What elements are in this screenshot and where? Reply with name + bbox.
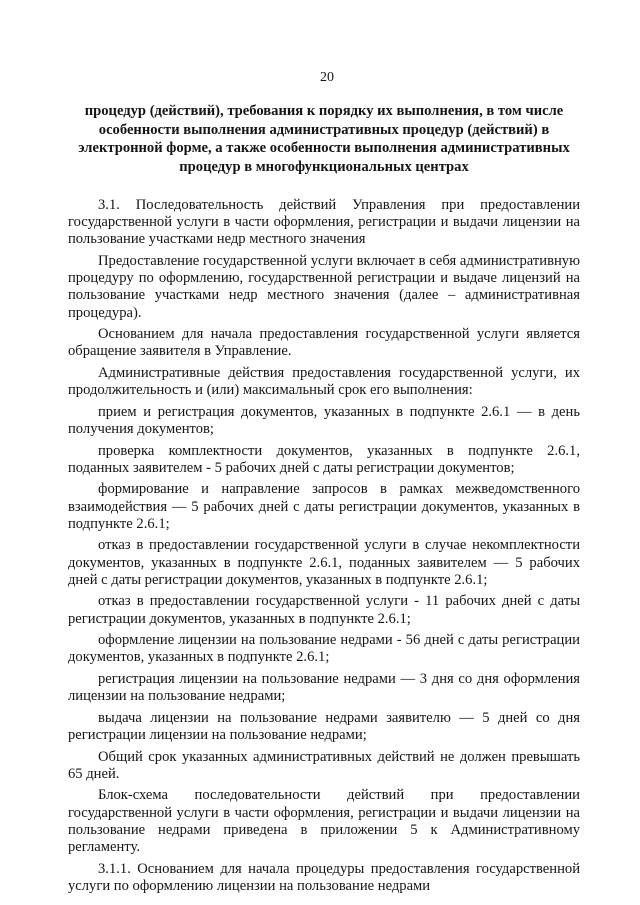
- paragraph: формирование и направление запросов в рамках межведомственного взаимодействия — 5 рабочих дней с даты регистрации документов, указанных в подпункте 2.6.1;: [68, 481, 580, 532]
- heading-line: особенности выполнения административных процедур (действий) в: [98, 121, 550, 138]
- paragraph: отказ в предоставлении государственной услуги в случае некомплектности документов, указанных в подпункте 2.6.1, поданных заявителем — 5 рабочих дней с даты регистрации документов, указанных в подпункте 2.6.1;: [68, 537, 580, 588]
- paragraph: проверка комплектности документов, указанных в подпункте 2.6.1, поданных заявителем - 5 рабочих дней с даты регистрации документов;: [68, 442, 580, 476]
- heading-line: процедур (действий), требования к порядку их выполнения, в том числе: [84, 103, 564, 119]
- paragraph: выдача лицензии на пользование недрами заявителю — 5 дней со дня регистрации лицензии на пользование недрами;: [68, 709, 580, 743]
- paragraph: Административные действия предоставления государственной услуги, их продолжительность и (или) максимальный срок его выполнения:: [68, 365, 580, 399]
- heading-line: процедур в многофункциональных центрах: [179, 158, 469, 175]
- section-heading: [68, 102, 580, 176]
- paragraph: Блок-схема последовательности действий при предоставлении государственной услуги в части оформления, регистрации и выдачи лицензии на пользование недрами приведена в приложении 5 к Административному регламенту.: [68, 787, 580, 855]
- heading-line: электронной форме, а также особенности выполнения административных: [78, 140, 570, 156]
- paragraph: 3.1. Последовательность действий Управления при предоставлении государственной услуги в части оформления, регистрации и выдачи лицензии на пользование участками недр местного значения: [68, 197, 580, 248]
- paragraph: Общий срок указанных административных действий не должен превышать 65 дней.: [68, 748, 580, 782]
- document-body: [68, 197, 580, 895]
- paragraph: 3.1.1. Основанием для начала процедуры предоставления государственной услуги по оформлению лицензии на пользование недрами: [68, 860, 580, 894]
- paragraph: регистрация лицензии на пользование недрами — 3 дня со дня оформления лицензии на пользование недрами;: [68, 670, 580, 705]
- paragraph: оформление лицензии на пользование недрами - 56 дней с даты регистрации документов, указанных в подпункте 2.6.1;: [68, 632, 580, 666]
- paragraph: Основанием для начала предоставления государственной услуги является обращение заявителя в Управление.: [68, 326, 580, 360]
- paragraph: Предоставление государственной услуги включает в себя административную процедуру по оформлению, государственной регистрации и выдаче лицензий на пользование участками недр местного значения (далее – административная процедура).: [68, 253, 580, 321]
- paragraph: прием и регистрация документов, указанных в подпункте 2.6.1 — в день получения документов;: [68, 403, 580, 437]
- paragraph: отказ в предоставлении государственной услуги - 11 рабочих дней с даты регистрации документов, указанных в подпункте 2.6.1;: [68, 593, 580, 627]
- page-number: 20: [320, 70, 334, 85]
